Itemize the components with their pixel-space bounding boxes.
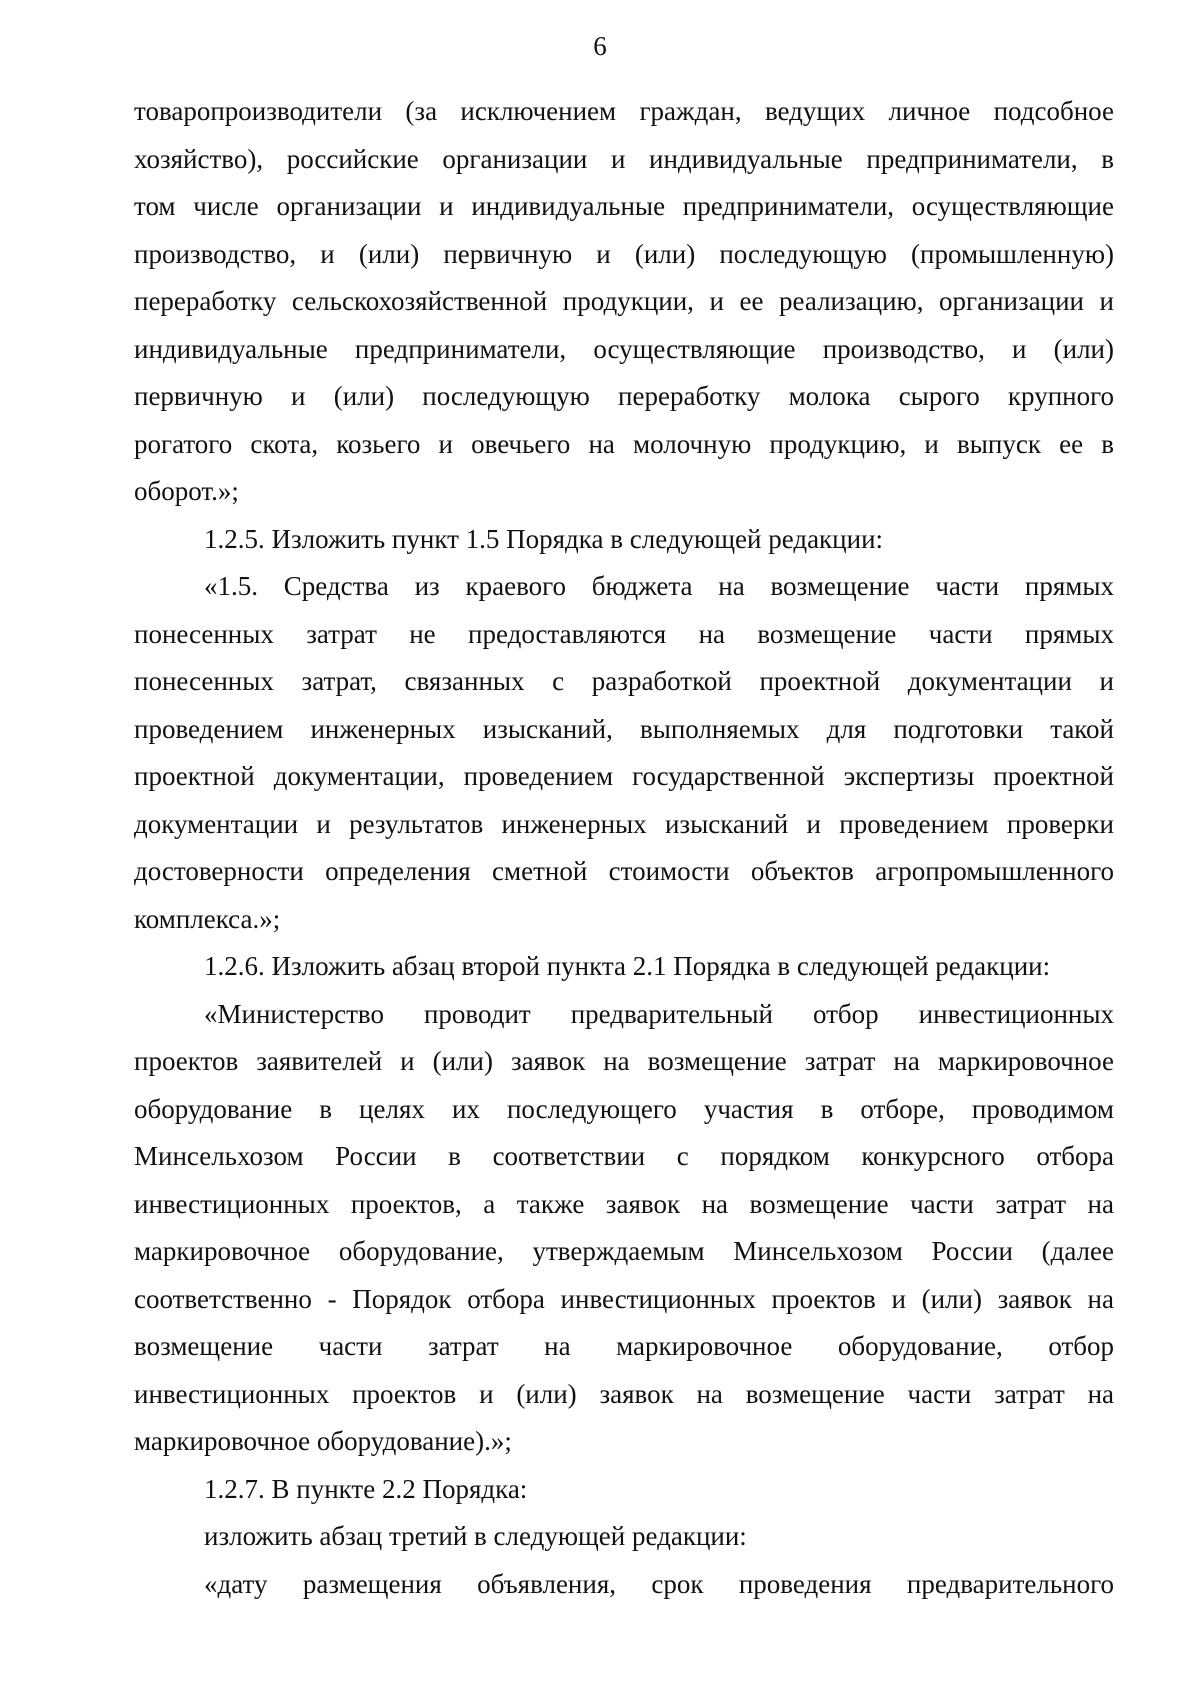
text-line: «1.5. Средства из краевого бюджета на возмещение части прямых <box>204 571 1114 601</box>
text-line: оборудование в целях их последующего участия в отборе, проводимом <box>134 1093 1114 1124</box>
text-line: инвестиционных проектов и (или) заявок на возмещение части затрат на <box>134 1378 1114 1409</box>
text-line: проектов заявителей и (или) заявок на возмещение затрат на маркировочное <box>134 1046 1114 1076</box>
text-line: «Министерство проводит предварительный отбор инвестиционных <box>204 998 1114 1029</box>
text-line: оборот.»; <box>134 476 239 506</box>
text-line: 1.2.7. В пункте 2.2 Порядка: <box>204 1473 528 1504</box>
text-line: рогатого скота, козьего и овечьего на молочную продукцию, и выпуск ее в <box>134 428 1114 459</box>
text-line: проведением инженерных изысканий, выполняемых для подготовки такой <box>134 713 1114 744</box>
text-line: товаропроизводители (за исключением граждан, ведущих личное подсобное <box>134 96 1114 126</box>
text-line: хозяйство), российские организации и индивидуальные предприниматели, в <box>134 143 1114 174</box>
text-line: переработку сельскохозяйственной продукции, и ее реализацию, организации и <box>134 286 1114 316</box>
text-line: соответственно - Порядок отбора инвестиционных проектов и (или) заявок на <box>134 1283 1114 1314</box>
text-line: документации и результатов инженерных изысканий и проведением проверки <box>134 808 1114 839</box>
text-line: первичную и (или) последующую переработку молока сырого крупного <box>134 381 1114 411</box>
text-line: индивидуальные предприниматели, осуществляющие производство, и (или) <box>134 333 1114 364</box>
text-line: маркировочное оборудование).»; <box>134 1426 512 1456</box>
text-line: «дату размещения объявления, срок проведения предварительного <box>204 1568 1114 1599</box>
text-line: производство, и (или) первичную и (или) последующую (промышленную) <box>134 238 1114 269</box>
text-line: возмещение части затрат на маркировочное оборудование, отбор <box>134 1331 1114 1361</box>
text-line: маркировочное оборудование, утверждаемым Минсельхозом России (далее <box>134 1236 1114 1266</box>
text-line: 1.2.6. Изложить абзац второй пункта 2.1 Порядка в следующей редакции: <box>204 951 1051 981</box>
text-line: проектной документации, проведением государственной экспертизы проектной <box>134 761 1114 791</box>
text-line: изложить абзац третий в следующей редакции: <box>204 1521 747 1551</box>
text-line: Минсельхозом России в соответствии с порядком конкурсного отбора <box>134 1141 1114 1171</box>
text-line: достоверности определения сметной стоимости объектов агропромышленного <box>134 856 1114 886</box>
text-line: 1.2.5. Изложить пункт 1.5 Порядка в следующей редакции: <box>204 523 884 554</box>
text-line: том числе организации и индивидуальные предприниматели, осуществляющие <box>134 191 1114 221</box>
text-line: понесенных затрат не предоставляются на возмещение части прямых <box>134 618 1114 649</box>
text-line: понесенных затрат, связанных с разработкой проектной документации и <box>134 666 1114 696</box>
text-line: комплекса.»; <box>134 903 281 934</box>
text-line: инвестиционных проектов, а также заявок на возмещение части затрат на <box>134 1188 1114 1219</box>
page-number: 6 <box>593 31 607 61</box>
document-body <box>134 88 1114 1608</box>
